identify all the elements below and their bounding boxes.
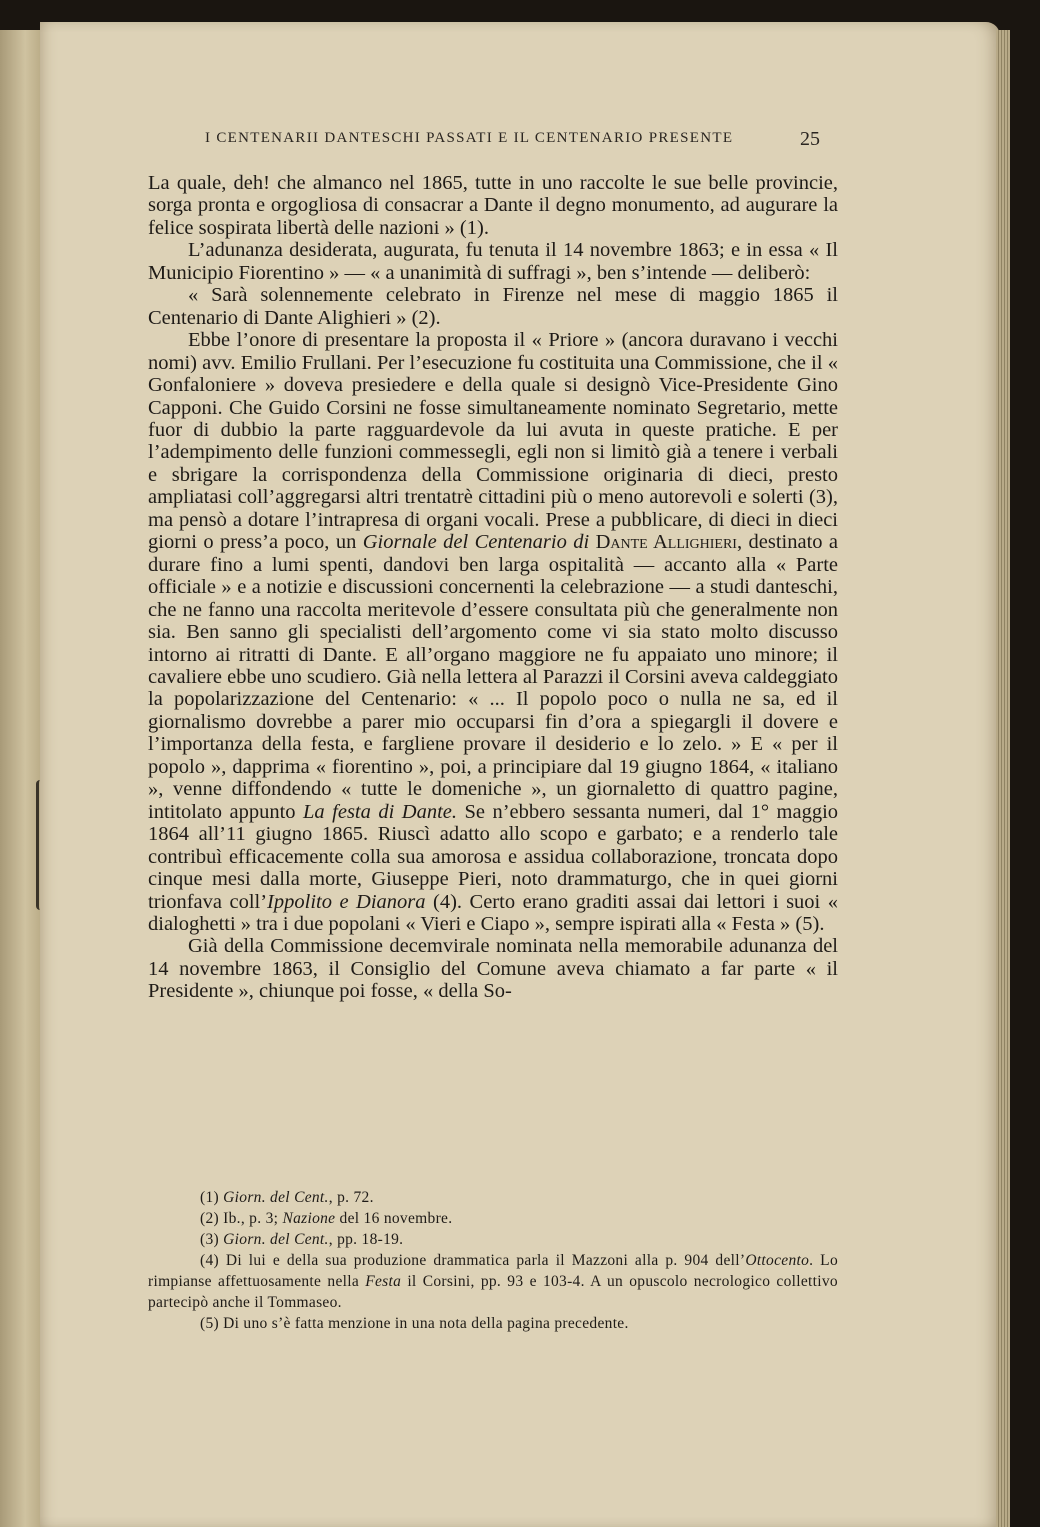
footnote-text: , p. 72. — [328, 1189, 374, 1206]
paragraph-1: La quale, deh! che almanco nel 1865, tutte in uno raccolte le sue belle provincie, sorga pronta e orgogliosa di consacrar a Dante il degno monumento, ad augurare la felice sospirata libertà delle nazioni » (1). — [148, 172, 838, 239]
text-run: , destinato a durare fino a lumi spenti, dandovi ben larga ospitalità — accanto alla « Parte officiale » e a notizie e discussioni concernenti la celebrazione — a studi danteschi, che ne fanno una raccolta meritevole d’essere consultata più che generalmente non sia. Ben sanno gli specialisti dell’argomento come vi sia stato molto discusso intorno ai ritratti di Dante. E all’organo maggiore ne fu appaiato uno minore; il cavaliere ebbe uno scudiero. Già nella lettera al Parazzi il Corsini aveva caldeggiato la popolarizzazione del Centenario: « ... Il popolo poco o nulla ne sa, ed il giornalismo dovrebbe a parer mio occuparsi fin d’ora a spiegargli il dovere e l’importanza della festa, e fargliene provare il desiderio e lo zelo. » E « per il popolo », dapprima « fiorentino », poi, a principiare dal 19 giugno 1864, « italiano », venne diffondendo « tutte le domeniche », un giornaletto di quattro pagine, intitolato appunto — [148, 531, 839, 823]
page-stack-edge — [996, 30, 1010, 1527]
footnote-text: , pp. 18-19. — [328, 1231, 404, 1248]
footnote-text: (4) Di lui e della sua produzione drammatica parla il Mazzoni alla p. 904 dell’ — [200, 1252, 746, 1269]
footnote-2 — [148, 1208, 838, 1229]
footnote-source: Giorn. del Cent. — [223, 1231, 329, 1248]
newspaper-title: La festa di Dante. — [303, 800, 457, 823]
journal-title: Giornale del Centenario di — [362, 531, 590, 554]
paragraph-3: « Sarà solennemente celebrato in Firenze nel mese di maggio 1865 il Centenario di Dante Alighieri » (2). — [148, 284, 838, 329]
paragraph-4 — [148, 329, 838, 935]
footnote-4 — [148, 1250, 838, 1313]
footnote-source: Nazione — [282, 1210, 336, 1227]
facing-page-edge — [0, 30, 42, 1527]
footnote-text: del 16 novembre. — [339, 1210, 453, 1227]
footnote-1 — [148, 1187, 838, 1208]
footnote-3 — [148, 1229, 838, 1250]
play-title: Ippolito e Dianora — [267, 890, 426, 913]
footnote-source: Ottocento — [745, 1252, 810, 1269]
footnote-text: . Lo rimpianse affettuosamente nella — [148, 1252, 838, 1290]
footnote-5: (5) Di uno s’è fatta menzione in una nota della pagina precedente. — [200, 1315, 629, 1332]
page-number: 25 — [800, 128, 820, 150]
paragraph-2: L’adunanza desiderata, augurata, fu tenuta il 14 novembre 1863; e in essa « Il Municipio Fiorentino » — « a unanimità di suffragi », ben s’intende — deliberò: — [148, 239, 838, 284]
footnote-number: (3) — [200, 1231, 219, 1248]
footnotes — [148, 1187, 838, 1334]
footnote-text: il Corsini, pp. 93 e 103-4. A un opuscolo necrologico collettivo partecipò anche il Tommaseo. — [148, 1273, 838, 1311]
paragraph-5: Già della Commissione decemvirale nominata nella memorabile adunanza del 14 novembre 1863, il Consiglio del Comune aveva chiamato a far parte « il Presidente », chiunque poi fosse, « della So- — [148, 935, 838, 1003]
running-head: I CENTENARII DANTESCHI PASSATI E IL CENTENARIO PRESENTE — [205, 130, 734, 146]
footnote-number: (1) — [200, 1189, 219, 1206]
main-text — [148, 172, 838, 1003]
author-name: Dante Allighieri — [595, 531, 737, 554]
footnote-text: (2) Ib., p. 3; — [200, 1210, 279, 1227]
footnote-source: Giorn. del Cent. — [223, 1189, 329, 1206]
text-run: Se n’ebbero sessanta numeri, dal 1° maggio 1864 all’11 giugno 1865. Riuscì adatto allo scopo e garbato; e a renderlo tale contribuì efficacemente colla sua amorosa e assidua collaborazione, troncata dopo cinque mesi dalla morte, Giuseppe Pieri, noto drammaturgo, che in quei giorni trionfava coll’ — [148, 800, 839, 913]
footnote-source: Festa — [365, 1273, 402, 1290]
text-run: Ebbe l’onore di presentare la proposta il « Priore » (ancora duravano i vecchi nomi) avv. Emilio Frullani. Per l’esecuzione fu costituita una Commissione, che il « Gonfaloniere » doveva presiedere e della quale si designò Vice-Presidente Gino Capponi. Che Guido Corsini ne fosse simultaneamente nominato Segretario, mette fuor di dubbio la parte ragguardevole da lui avuta in queste pratiche. E per l’adempimento delle funzioni commessegli, egli non si limitò già a tenere i verbali e sbrigare la corrispondenza della Commissione originaria di dieci, presto ampliatasi coll’aggregarsi altri trentatrè cittadini più o meno autorevoli e solerti (3), ma pensò a dotare l’intrapresa di organi vocali. Prese a pubblicare, di dieci in dieci giorni o press’a poco, un — [148, 329, 838, 554]
text-run: (4). Certo erano graditi assai dai lettori i suoi « dialoghetti » tra i due popolani « Vieri e Ciapo », sempre ispirati alla « Festa » (5). — [148, 890, 838, 935]
